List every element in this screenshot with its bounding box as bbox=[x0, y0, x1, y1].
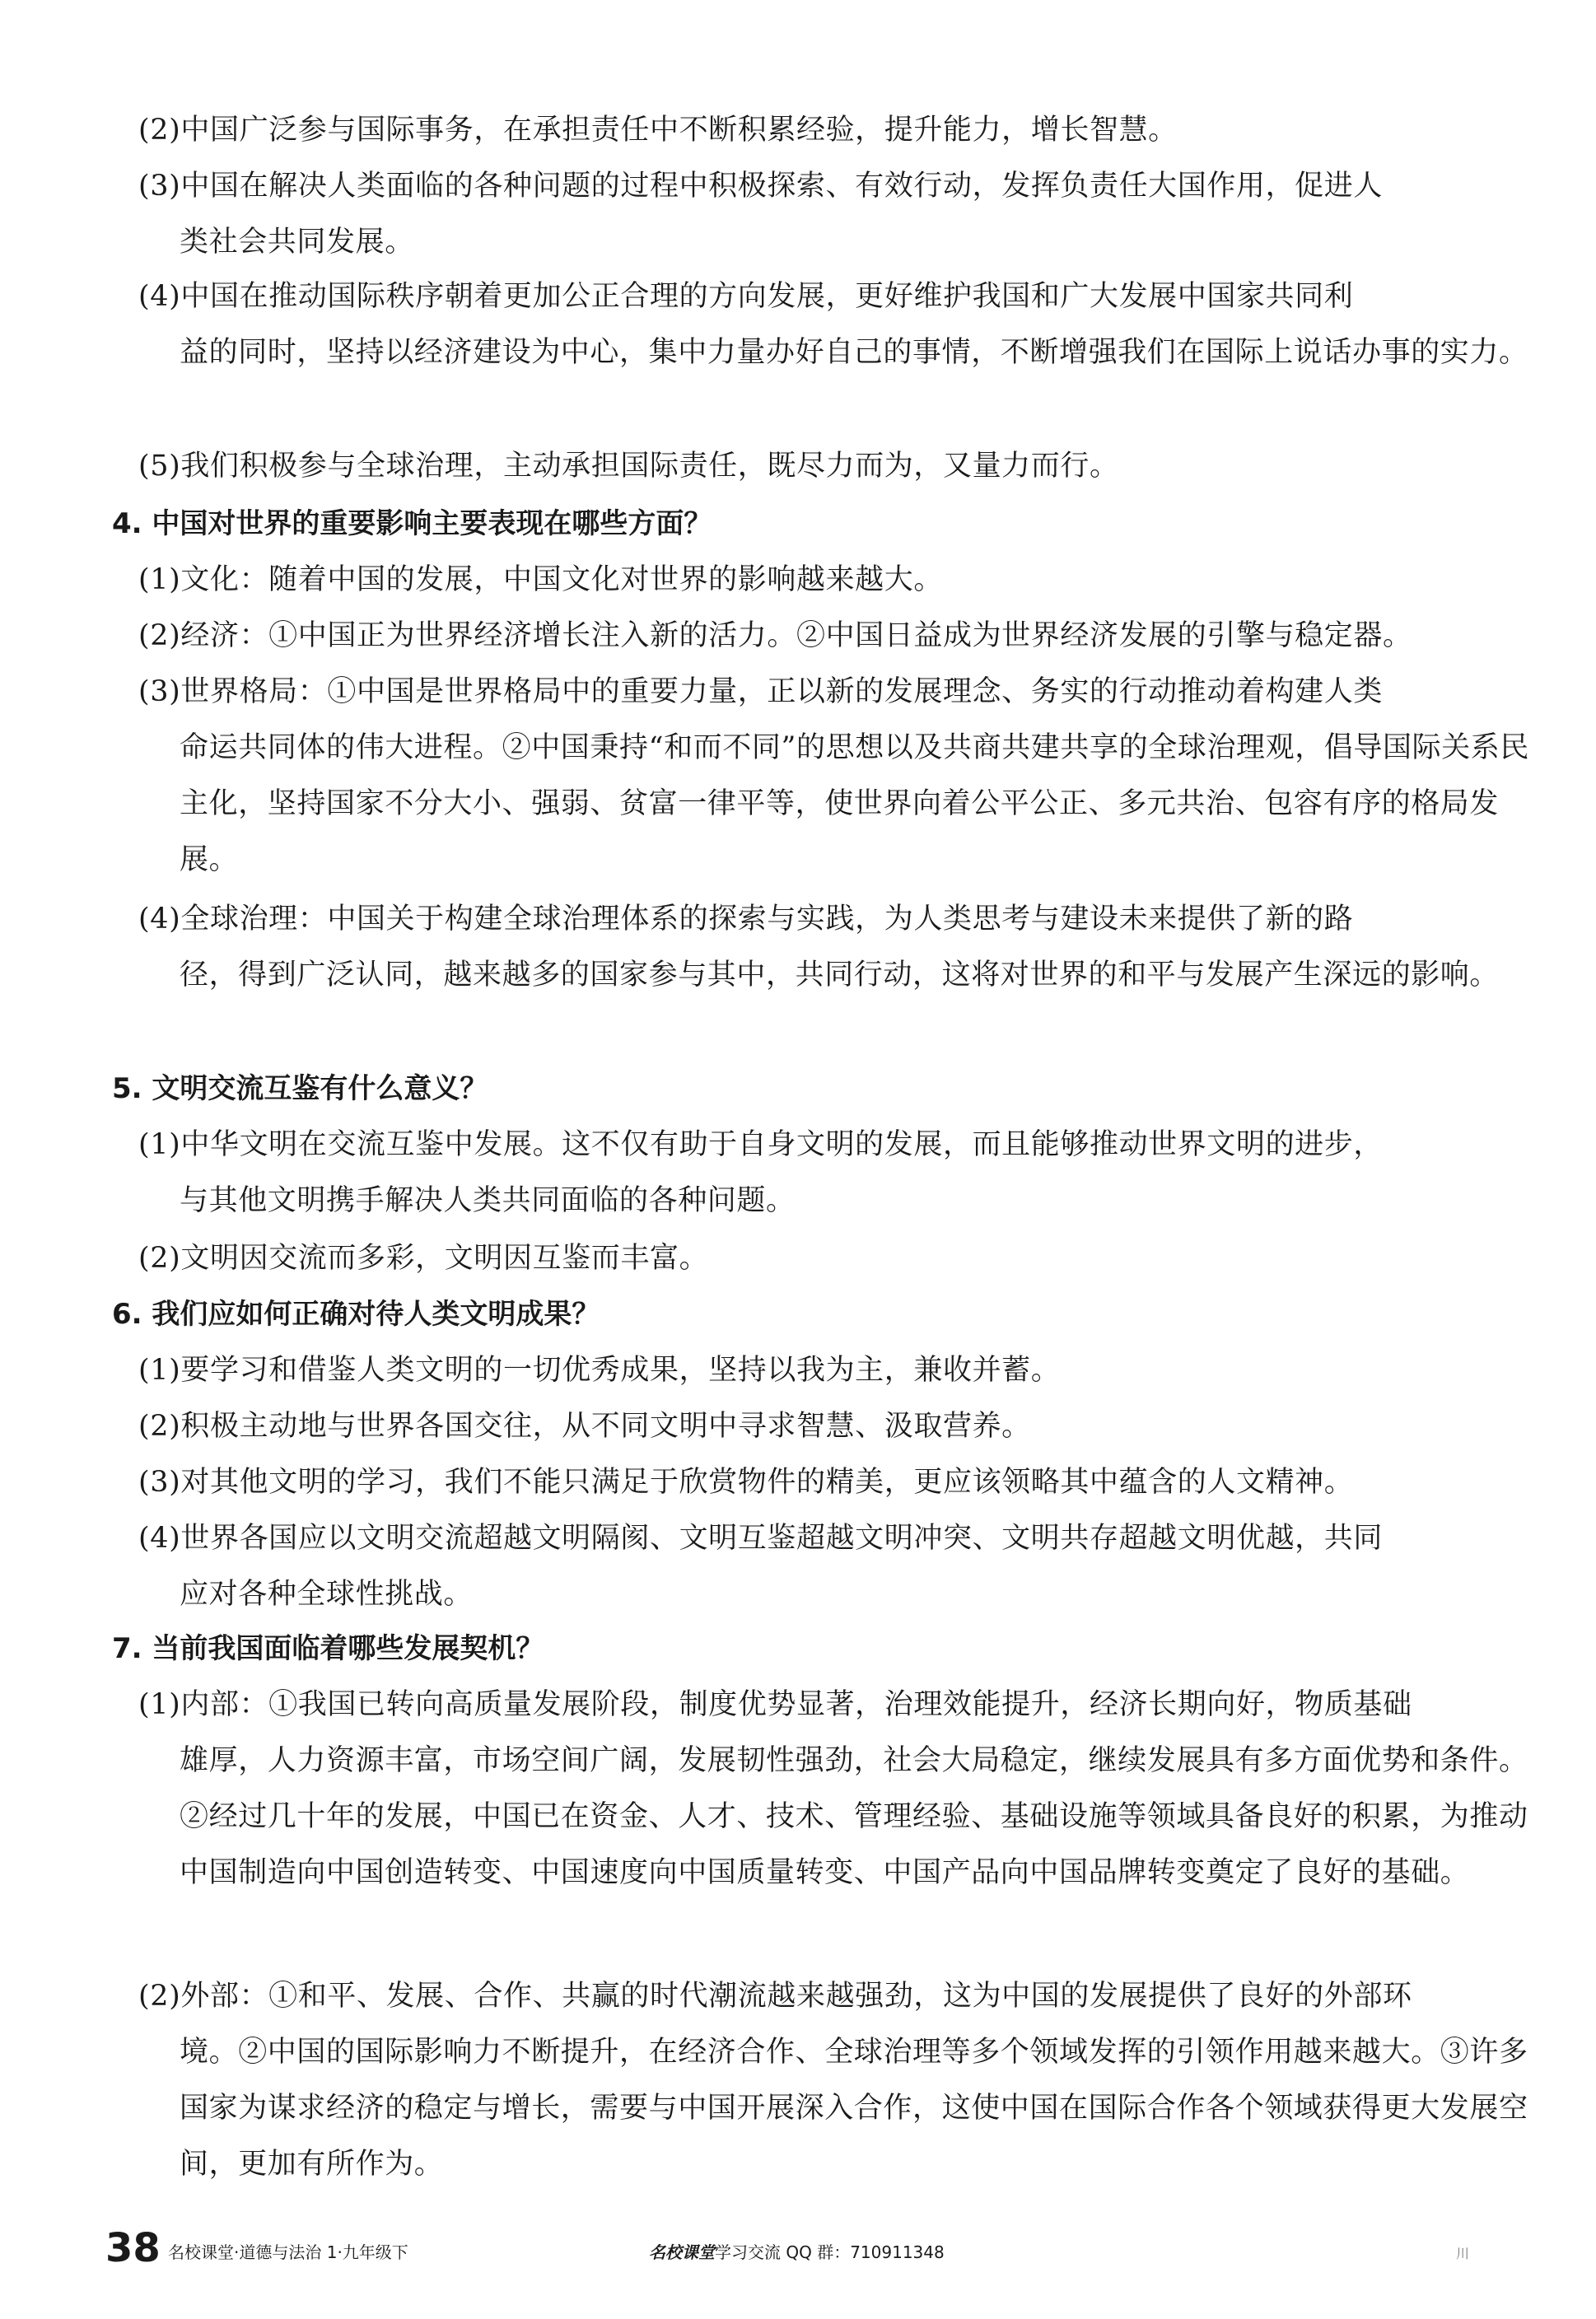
answer-continuation: 益的同时，坚持以经济建设为中心，集中力量办好自己的事情，不断增强我们在国际上说话办事的实力。 bbox=[180, 336, 1528, 369]
answer-item bbox=[138, 1677, 1530, 1901]
answer-item bbox=[138, 891, 1530, 1003]
answer-text: (5)我们积极参与全球治理，主动承担国际责任，既尽力而为，又量力而行。 bbox=[138, 450, 1119, 483]
question-heading: 5. 文明交流互鉴有什么意义？ bbox=[112, 1072, 488, 1105]
answer-item bbox=[138, 1968, 1530, 2192]
answer-continuation: 应对各种全球性挑战。 bbox=[180, 1578, 474, 1611]
answer-item bbox=[138, 552, 1530, 608]
answer-item bbox=[138, 1342, 1530, 1398]
answer-text: (4)世界各国应以文明交流超越文明隔阂、文明互鉴超越文明冲突、文明共存超越文明优越，共同 bbox=[138, 1522, 1383, 1555]
answer-continuation: 类社会共同发展。 bbox=[180, 226, 414, 259]
answer-text: (4)全球治理：中国关于构建全球治理体系的探索与实践，为人类思考与建设未来提供了新的路 bbox=[138, 903, 1354, 936]
publisher-brand bbox=[649, 2240, 945, 2265]
answer-text: (2)经济：①中国正为世界经济增长注入新的活力。②中国日益成为世界经济发展的引擎与稳定器。 bbox=[138, 619, 1412, 652]
answer-text: (1)内部：①我国已转向高质量发展阶段，制度优势显著，治理效能提升，经济长期向好，物质基础 bbox=[138, 1688, 1412, 1721]
question-heading: 4. 中国对世界的重要影响主要表现在哪些方面？ bbox=[112, 507, 712, 540]
answer-item bbox=[138, 1398, 1530, 1454]
answer-item bbox=[138, 608, 1530, 664]
answer-text: (2)中国广泛参与国际事务，在承担责任中不断积累经验，提升能力，增长智慧。 bbox=[138, 114, 1178, 147]
page-footer bbox=[105, 2223, 1505, 2273]
answer-item bbox=[138, 1454, 1530, 1510]
question-heading: 6. 我们应如何正确对待人类文明成果？ bbox=[112, 1298, 600, 1331]
answer-text: (1)文化：随着中国的发展，中国文化对世界的影响越来越大。 bbox=[138, 563, 943, 596]
answer-item bbox=[138, 102, 1530, 158]
qq-group-text: 学习交流 QQ 群：710911348 bbox=[715, 2242, 945, 2262]
answer-item bbox=[138, 1510, 1530, 1622]
answer-item bbox=[138, 1117, 1530, 1229]
answer-text: (4)中国在推动国际秩序朝着更加公正合理的方向发展，更好维护我国和广大发展中国家共同利 bbox=[138, 280, 1354, 313]
brand-logo-text: 名校课堂 bbox=[649, 2242, 715, 2262]
answer-text: (2)积极主动地与世界各国交往，从不同文明中寻求智慧、汲取营养。 bbox=[138, 1410, 1031, 1443]
answer-text: (3)世界格局：①中国是世界格局中的重要力量，正以新的发展理念、务实的行动推动着构建人类 bbox=[138, 675, 1383, 708]
answer-item bbox=[138, 438, 1530, 494]
answer-text: (1)中华文明在交流互鉴中发展。这不仅有助于自身文明的发展，而且能够推动世界文明的进步， bbox=[138, 1128, 1383, 1161]
answer-continuation: 与其他文明携手解决人类共同面临的各种问题。 bbox=[180, 1184, 796, 1217]
answer-continuation: 命运共同体的伟大进程。②中国秉持“和而不同”的思想以及共商共建共享的全球治理观，倡导国际关系民主化，坚持国家不分大小、强弱、贫富一律平等，使世界向着公平公正、多元共治、包容有序的格局发展。 bbox=[180, 731, 1529, 876]
answer-text: (3)对其他文明的学习，我们不能只满足于欣赏物件的精美，更应该领略其中蕴含的人文精神。 bbox=[138, 1466, 1354, 1499]
book-title: 名校课堂·道德与法治 1·九年级下 bbox=[168, 2242, 408, 2262]
answer-text: (1)要学习和借鉴人类文明的一切优秀成果，坚持以我为主，兼收并蓄。 bbox=[138, 1354, 1061, 1387]
answer-item bbox=[138, 158, 1530, 270]
answer-text: (2)外部：①和平、发展、合作、共赢的时代潮流越来越强劲，这为中国的发展提供了良好的外部环 bbox=[138, 1980, 1412, 2013]
answer-item bbox=[138, 664, 1530, 888]
answer-continuation: 境。②中国的国际影响力不断提升，在经济合作、全球治理等多个领域发挥的引领作用越来越大。③许多国家为谋求经济的稳定与增长，需要与中国开展深入合作，这使中国在国际合作各个领域获得更大发展空间，更加有所作为。 bbox=[180, 2036, 1528, 2181]
answer-continuation: 径，得到广泛认同，越来越多的国家参与其中，共同行动，这将对世界的和平与发展产生深远的影响。 bbox=[180, 959, 1500, 992]
answer-continuation: 雄厚，人力资源丰富，市场空间广阔，发展韧性强劲，社会大局稳定，继续发展具有多方面优势和条件。②经过几十年的发展，中国已在资金、人才、技术、管理经验、基础设施等领域具备良好的积累，为推动中国制造向中国创造转变、中国速度向中国质量转变、中国产品向中国品牌转变奠定了良好的基础。 bbox=[180, 1744, 1528, 1889]
page-number: 38 bbox=[105, 2225, 161, 2271]
answer-text: (2)文明因交流而多彩，文明因互鉴而丰富。 bbox=[138, 1242, 709, 1275]
answer-item bbox=[138, 268, 1530, 380]
answer-text: (3)中国在解决人类面临的各种问题的过程中积极探索、有效行动，发挥负责任大国作用，促进人 bbox=[138, 170, 1383, 203]
question-heading: 7. 当前我国面临着哪些发展契机？ bbox=[112, 1632, 544, 1665]
answer-item bbox=[138, 1230, 1530, 1286]
print-mark: 川 bbox=[1456, 2246, 1470, 2261]
